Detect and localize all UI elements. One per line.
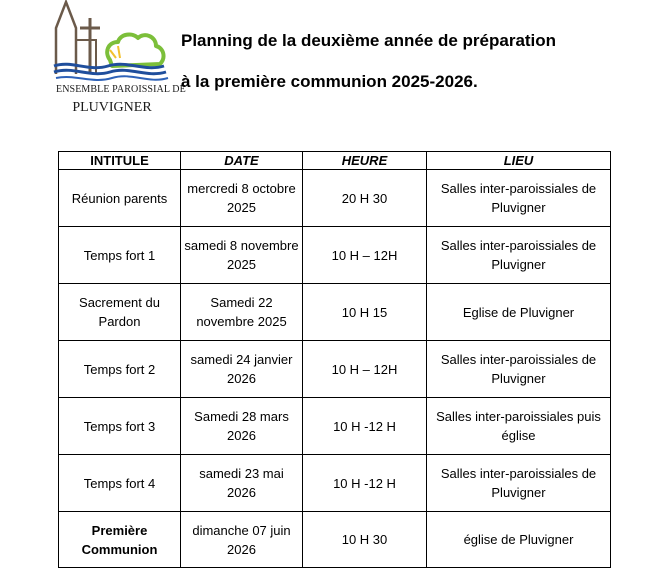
cell-intitule: Temps fort 2	[59, 341, 181, 398]
table-row	[59, 398, 611, 455]
cell-lieu: Salles inter-paroissiales de Pluvigner	[427, 227, 611, 284]
cell-heure: 10 H -12 H	[303, 398, 427, 455]
cell-intitule: Sacrement du Pardon	[59, 284, 181, 341]
cell-heure: 10 H 15	[303, 284, 427, 341]
cell-intitule: Temps fort 4	[59, 455, 181, 512]
table-row	[59, 227, 611, 284]
table-row	[59, 341, 611, 398]
header-date: DATE	[181, 152, 303, 170]
logo-text-line2: PLUVIGNER	[72, 100, 152, 115]
cell-intitule: Temps fort 3	[59, 398, 181, 455]
cell-date: Samedi 28 mars 2026	[181, 398, 303, 455]
table-row	[59, 170, 611, 227]
cell-lieu: Salles inter-paroissiales de Pluvigner	[427, 170, 611, 227]
cell-intitule: Réunion parents	[59, 170, 181, 227]
cell-heure: 10 H -12 H	[303, 455, 427, 512]
cell-heure: 10 H – 12H	[303, 341, 427, 398]
table-row	[59, 512, 611, 568]
cell-lieu: église de Pluvigner	[427, 512, 611, 568]
header-lieu: LIEU	[427, 152, 611, 170]
parish-logo	[52, 0, 186, 120]
planning-table	[58, 151, 611, 568]
header-intitule: INTITULE	[59, 152, 181, 170]
cell-lieu: Salles inter-paroissiales de Pluvigner	[427, 455, 611, 512]
header-heure: HEURE	[303, 152, 427, 170]
cell-intitule: Première Communion	[59, 512, 181, 568]
cell-date: samedi 8 novembre 2025	[181, 227, 303, 284]
table-header-row	[59, 152, 611, 170]
cell-date: mercredi 8 octobre 2025	[181, 170, 303, 227]
table-row	[59, 284, 611, 341]
cell-date: dimanche 07 juin 2026	[181, 512, 303, 568]
cell-lieu: Salles inter-paroissiales puis église	[427, 398, 611, 455]
page-title-line1: Planning de la deuxième année de préparation	[181, 31, 557, 50]
cell-date: samedi 24 janvier 2026	[181, 341, 303, 398]
logo-text-line1: ENSEMBLE PAROISSIAL DE	[56, 84, 186, 95]
page-title-line2: à la première communion 2025-2026.	[181, 72, 478, 91]
cell-date: samedi 23 mai 2026	[181, 455, 303, 512]
cell-lieu: Salles inter-paroissiales de Pluvigner	[427, 341, 611, 398]
cell-heure: 20 H 30	[303, 170, 427, 227]
cell-intitule: Temps fort 1	[59, 227, 181, 284]
cell-lieu: Eglise de Pluvigner	[427, 284, 611, 341]
cell-date: Samedi 22 novembre 2025	[181, 284, 303, 341]
cell-heure: 10 H – 12H	[303, 227, 427, 284]
table-row	[59, 455, 611, 512]
church-cross-icon	[52, 0, 172, 90]
cell-heure: 10 H 30	[303, 512, 427, 568]
